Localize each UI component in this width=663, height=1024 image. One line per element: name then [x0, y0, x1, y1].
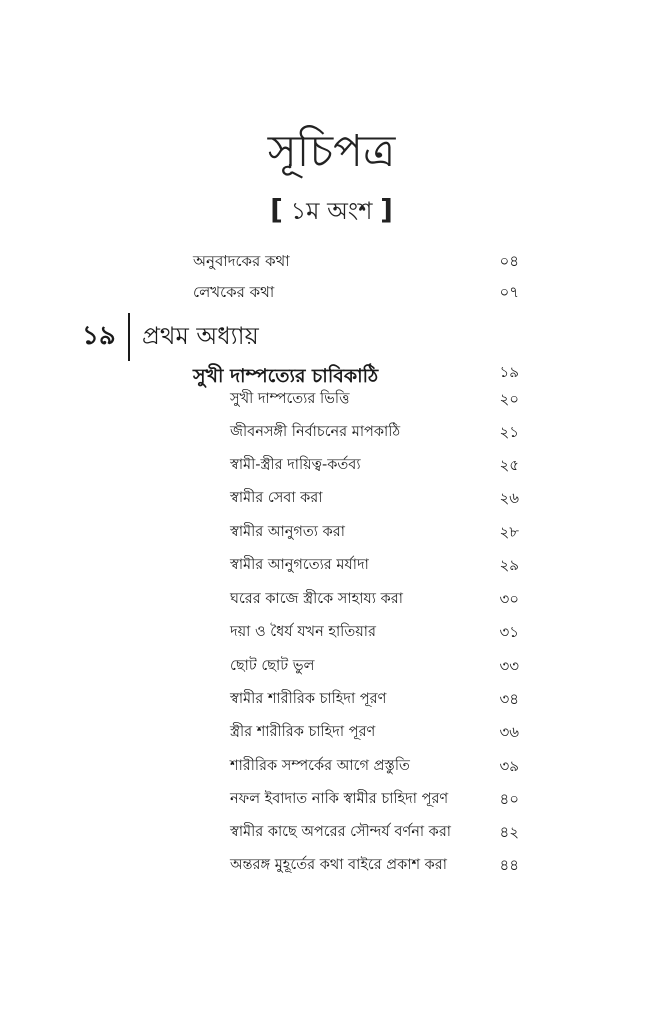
bracket-close: ]: [380, 193, 393, 226]
chapter-number: ১৯: [82, 321, 116, 351]
toc-entry-label: লেখকের কথা: [193, 283, 275, 301]
chapter-divider: [128, 313, 130, 361]
toc-item-page: ২০: [499, 390, 519, 408]
toc-item-label: স্বামী-স্ত্রীর দায়িত্ব-কর্তব্য: [230, 457, 361, 473]
toc-item-label: স্বামীর শারীরিক চাহিদা পূরণ: [230, 691, 387, 707]
toc-item[interactable]: [0, 852, 663, 878]
page-title: সূচিপত্র: [267, 126, 396, 177]
toc-item-page: ৩৯: [499, 757, 519, 775]
toc-item-page: ৪৪: [499, 856, 519, 874]
toc-item-page: ২৮: [499, 523, 519, 541]
toc-item[interactable]: [0, 653, 663, 679]
toc-entry-page: ০৭: [499, 283, 519, 301]
chapter-title: প্রথম অধ্যায়: [142, 322, 259, 350]
toc-item[interactable]: [0, 786, 663, 812]
toc-item-label: ঘরের কাজে স্ত্রীকে সাহায্য করা: [230, 591, 403, 607]
toc-item[interactable]: [0, 419, 663, 445]
toc-item[interactable]: [0, 753, 663, 779]
part-heading: [0, 192, 663, 229]
toc-item-page: ৩১: [499, 623, 519, 641]
toc-item-page: ২১: [499, 423, 519, 441]
toc-item-page: ২৫: [499, 456, 519, 474]
toc-item-label: সুখী দাম্পত্যের ভিত্তি: [230, 391, 350, 407]
toc-entry[interactable]: [0, 279, 663, 305]
toc-item[interactable]: [0, 586, 663, 612]
toc-entry[interactable]: [0, 248, 663, 274]
section-title[interactable]: সুখী দাম্পত্যের চাবিকাঠি: [193, 365, 379, 387]
toc-entry-label: অনুবাদকের কথা: [193, 252, 290, 270]
toc-item-label: স্বামীর আনুগত্যের মর্যাদা: [230, 557, 369, 573]
toc-item[interactable]: [0, 552, 663, 578]
toc-item-label: নফল ইবাদাত নাকি স্বামীর চাহিদা পূরণ: [230, 791, 449, 807]
toc-item-page: ৪২: [499, 823, 519, 841]
toc-item-page: ৩৪: [499, 690, 519, 708]
toc-item[interactable]: [0, 719, 663, 745]
toc-item[interactable]: [0, 819, 663, 845]
toc-item[interactable]: [0, 386, 663, 412]
toc-item-label: স্বামীর আনুগত্য করা: [230, 524, 345, 540]
toc-item[interactable]: [0, 686, 663, 712]
toc-item-label: জীবনসঙ্গী নির্বাচনের মাপকাঠি: [230, 424, 401, 440]
toc-item[interactable]: [0, 452, 663, 478]
toc-item-label: স্বামীর কাছে অপরের সৌন্দর্য বর্ণনা করা: [230, 824, 452, 840]
bracket-open: [: [270, 193, 283, 226]
toc-item-page: ৩০: [499, 590, 519, 608]
toc-item-page: ৩৬: [499, 723, 519, 741]
toc-item[interactable]: [0, 519, 663, 545]
toc-item-label: স্বামীর সেবা করা: [230, 490, 323, 506]
section-page: ১৯: [499, 363, 519, 381]
toc-item-label: ছোট ছোট ভুল: [230, 658, 315, 674]
toc-item-label: অন্তরঙ্গ মুহূর্তের কথা বাইরে প্রকাশ করা: [230, 857, 447, 873]
toc-item-label: স্ত্রীর শারীরিক চাহিদা পূরণ: [230, 724, 376, 740]
toc-item-page: ৪০: [499, 790, 519, 808]
toc-item-label: শারীরিক সম্পর্কের আগে প্রস্তুতি: [230, 758, 410, 774]
toc-entry-page: ০৪: [499, 252, 519, 270]
toc-item[interactable]: [0, 485, 663, 511]
toc-item[interactable]: [0, 619, 663, 645]
toc-item-label: দয়া ও ধৈর্য যখন হাতিয়ার: [230, 624, 376, 640]
toc-item-page: ২৯: [499, 556, 519, 574]
toc-item-page: ৩৩: [499, 657, 519, 675]
part-label: ১ম অংশ: [290, 197, 373, 225]
toc-item-page: ২৬: [499, 489, 519, 507]
